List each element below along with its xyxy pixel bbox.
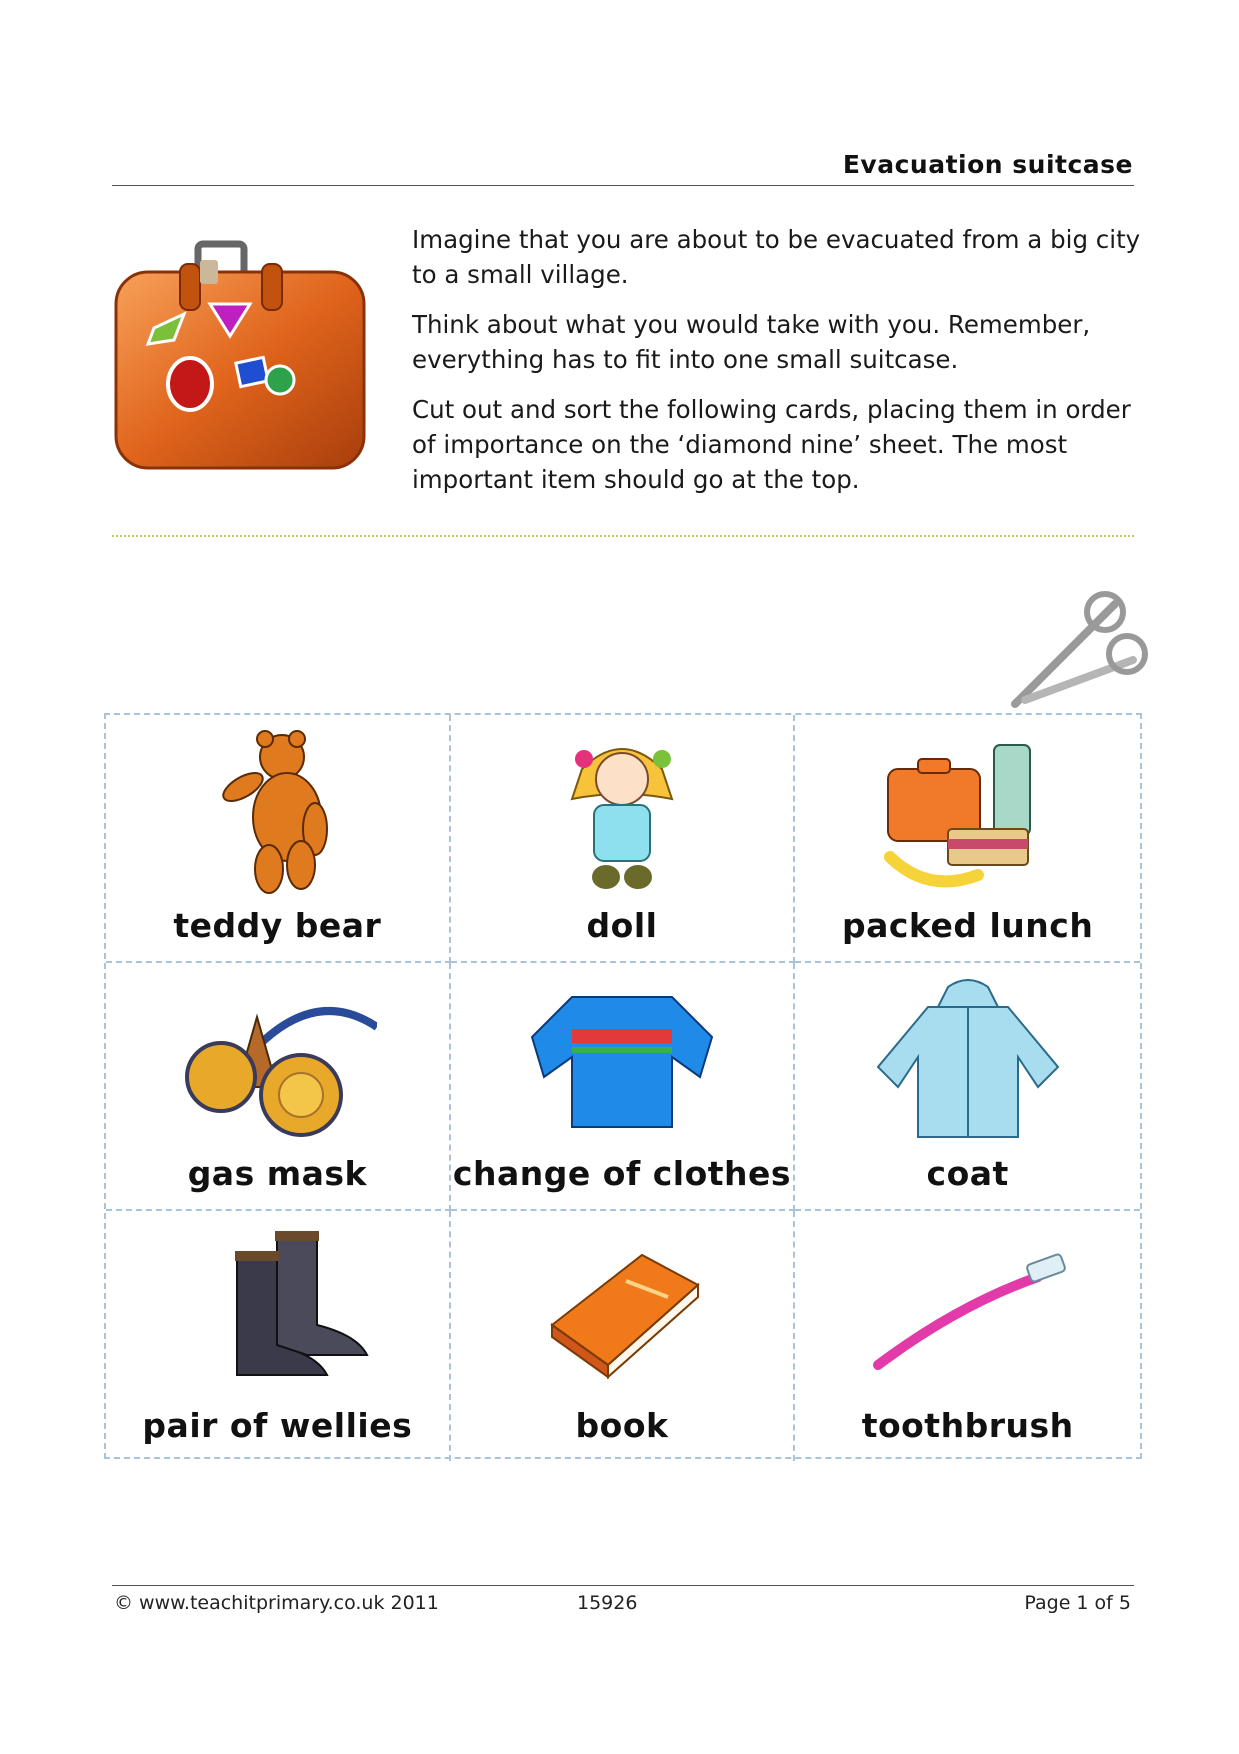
- card-label: teddy bear: [173, 906, 382, 945]
- card-label: pair of wellies: [142, 1406, 413, 1445]
- jumper-icon: [522, 977, 722, 1142]
- card-label: doll: [586, 906, 658, 945]
- toothbrush-icon: [868, 1225, 1068, 1390]
- page-title: Evacuation suitcase: [842, 150, 1133, 179]
- instruction-paragraph: Cut out and sort the following cards, placing them in order of importance on the ‘diamond nine’ sheet. The most important item should go at the top.: [412, 395, 1131, 494]
- packed-lunch-icon: [868, 729, 1068, 894]
- instructions: [412, 222, 1142, 512]
- card-label: toothbrush: [861, 1406, 1074, 1445]
- card-teddy-bear[interactable]: [106, 715, 451, 963]
- suitcase-icon: [110, 240, 370, 480]
- card-label: packed lunch: [841, 906, 1094, 945]
- gas-mask-icon: [177, 977, 377, 1142]
- card-label: coat: [926, 1154, 1009, 1193]
- footer-copyright: © www.teachitprimary.co.uk 2011: [114, 1592, 439, 1614]
- footer-resource-code: 15926: [577, 1592, 638, 1614]
- card-label: book: [575, 1406, 669, 1445]
- card-book[interactable]: [451, 1211, 796, 1461]
- card-change-of-clothes[interactable]: [451, 963, 796, 1211]
- instruction-paragraph: Think about what you would take with you. Remember, everything has to fit into one small suitcase.: [412, 310, 1091, 374]
- card-gas-mask[interactable]: [106, 963, 451, 1211]
- card-pair-of-wellies[interactable]: [106, 1211, 451, 1461]
- wellies-icon: [177, 1225, 377, 1390]
- book-icon: [522, 1225, 722, 1390]
- doll-icon: [522, 729, 722, 894]
- teddy-bear-icon: [177, 729, 377, 894]
- card-toothbrush[interactable]: [795, 1211, 1140, 1461]
- card-grid: [104, 713, 1142, 1459]
- card-doll[interactable]: [451, 715, 796, 963]
- footer-rule: [112, 1585, 1134, 1586]
- header-rule: [112, 185, 1134, 186]
- card-packed-lunch[interactable]: [795, 715, 1140, 963]
- instruction-paragraph: Imagine that you are about to be evacuated from a big city to a small village.: [412, 225, 1141, 289]
- card-coat[interactable]: [795, 963, 1140, 1211]
- section-divider: [112, 535, 1134, 537]
- footer-page-number: Page 1 of 5: [1024, 1592, 1131, 1614]
- scissors-icon: [1005, 582, 1155, 714]
- card-label: gas mask: [187, 1154, 367, 1193]
- card-label: change of clothes: [452, 1154, 792, 1193]
- coat-icon: [868, 977, 1068, 1142]
